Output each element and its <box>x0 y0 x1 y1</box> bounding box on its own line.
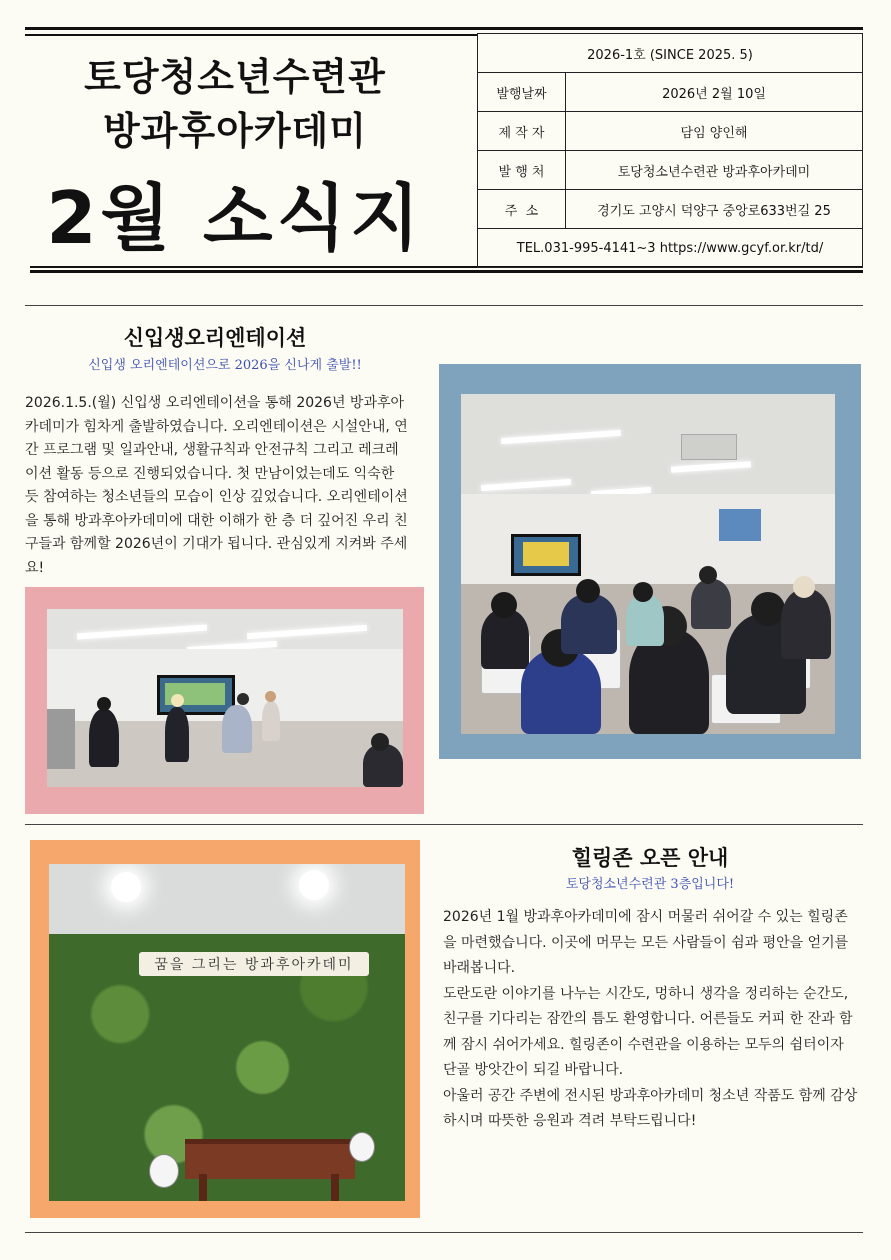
section2-paragraph-1: 2026년 1월 방과후아카데미에 잠시 머물러 쉬어갈 수 있는 힐링존을 마련했습니다. 이곳에 머무는 모든 사람들이 쉼과 평안을 얻기를 바래봅니다. <box>443 909 849 976</box>
top-rule <box>25 27 863 30</box>
section2-top-rule <box>25 824 863 825</box>
section2-title: 힐링존 오픈 안내 <box>571 846 729 870</box>
info-key-address: 주 소 <box>478 190 566 229</box>
masthead-title-program: 방과후아카데미 <box>103 109 367 153</box>
info-key-author: 제 작 자 <box>478 112 566 151</box>
section1-subtitle: 신입생 오리엔테이션으로 2026을 신나게 출발!! <box>88 358 362 373</box>
info-key-publisher: 발 행 처 <box>478 151 566 190</box>
info-value-date: 2026년 2월 10일 <box>566 73 863 112</box>
orientation-activity-photo <box>47 609 403 787</box>
info-value-address: 경기도 고양시 덕양구 중앙로633번길 25 <box>566 190 863 229</box>
contact-info: TEL.031-995-4141~3 https://www.gcyf.or.kr/td/ <box>478 229 863 268</box>
section1-top-rule <box>25 305 863 306</box>
section2-subtitle: 토당청소년수련관 3층입니다! <box>565 877 735 892</box>
masthead-rule-left <box>25 34 477 36</box>
issue-number: 2026-1호 (SINCE 2025. 5) <box>478 34 863 73</box>
section2-paragraph-3: 아울러 공간 주변에 전시된 방과후아카데미 청소년 작품도 함께 감상하시며 따뜻한 응원과 격려 부탁드립니다! <box>443 1087 858 1129</box>
orientation-audience-photo <box>461 394 835 734</box>
healing-zone-wall-sign: 꿈을 그리는 방과후아카데미 <box>139 952 369 976</box>
bottom-rule <box>25 1232 863 1233</box>
masthead-bottom-rule-thick <box>30 270 863 273</box>
healing-zone-photo <box>49 864 405 1201</box>
section2-body <box>443 905 861 1135</box>
section2-paragraph-2: 도란도란 이야기를 나누는 시간도, 멍하니 생각을 정리하는 순간도, 친구를 기다리는 잠깐의 틈도 환영합니다. 어른들도 커피 한 잔과 함께 잠시 쉬어가세요. 힐링존이 수련관을 이용하는 모두의 쉼터이자 단골 방앗간이 되길 바랍니다. <box>443 985 853 1078</box>
publication-info-table <box>477 33 863 268</box>
info-value-author: 담임 양인해 <box>566 112 863 151</box>
info-key-date: 발행날짜 <box>478 73 566 112</box>
section1-title: 신입생오리엔테이션 <box>123 326 307 350</box>
masthead-title-org: 토당청소년수련관 <box>84 55 386 99</box>
masthead-title-issue: 2월 소식지 <box>46 176 424 260</box>
section1-body: 2026.1.5.(월) 신입생 오리엔테이션을 통해 2026년 방과후아카데미가 힘차게 출발하였습니다. 오리엔테이션은 시설안내, 연간 프로그램 및 일과안내, 생활규칙과 안전규칙 그리고 레크레이션 활동 등으로 진행되었습니다. 첫 만남이었는데도 익숙한 듯 참여하는 청소년들의 모습이 인상 깊었습니다. 오리엔테이션을 통해 방과후아카데미에 대한 이해가 한 층 더 깊어진 우리 친구들과 함께할 2026년이 기대가 됩니다. 관심있게 지켜봐 주세요! <box>25 395 408 576</box>
info-value-publisher: 토당청소년수련관 방과후아카데미 <box>566 151 863 190</box>
